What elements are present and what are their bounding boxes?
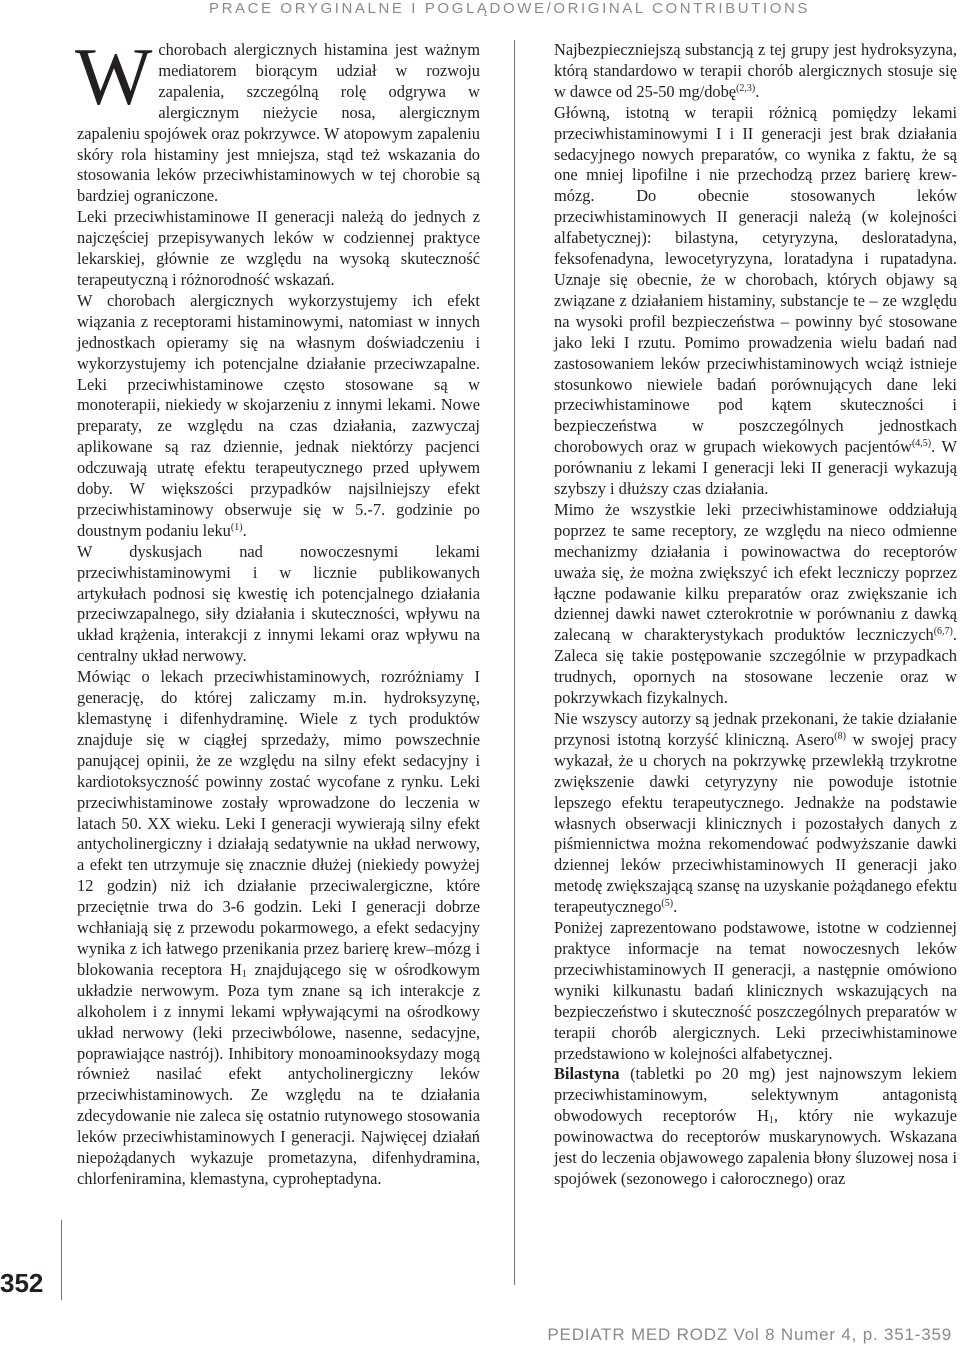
citation-ref: (2,3) (736, 82, 756, 94)
running-header: PRACE ORYGINALNE I POGLĄDOWE/ORIGINAL CONTRIBUTIONS (208, 0, 810, 17)
paragraph-text: . W porównaniu z lekami I generacji leki II generacji wykazują szybszy i dłuższy czas działania. (554, 437, 957, 499)
paragraph-text: Mimo że wszystkie leki przeciwhistaminowe oddziałują poprzez te same receptory, ze względu na nieco odmienne mechanizmy działania i powinowactwa do receptorów uważa się, że można zwiększyć ich efekt leczniczy poprzez łączne podawanie kilku preparatów oraz zwiększanie ich dziennej dawki nawet czterokrotnie w porównaniu z dawką zalecaną w charakterystykach produktów leczniczych (554, 499, 957, 645)
paragraph: Poniżej zaprezentowano podstawowe, istotne w codziennej praktyce informacje na temat nowoczesnych leków przeciwhistaminowych II generacji, a następnie omówiono wyniki kilkunastu badań klinicznych wskazujących na bezpieczeństwo i skuteczność poszczególnych preparatów w terapii chorób alergicznych. Leki przeciwhistaminowe przedstawiono w kolejności alfabetycznej. (554, 918, 957, 1063)
page-number: 352 (0, 1268, 44, 1298)
column-divider (514, 40, 515, 1285)
paragraph (554, 500, 957, 709)
paragraph (554, 40, 957, 103)
paragraph: Leki przeciwhistaminowe II generacji należą do jednych z najczęściej przepisywanych leków w codziennej praktyce lekarskiej, głównie ze względu na wysoką skuteczność terapeutyczną i różnorodność wskazań. (77, 207, 480, 289)
paragraph (554, 709, 957, 918)
paragraph (554, 103, 957, 500)
paragraph: W dyskusjach nad nowoczesnymi lekami przeciwhistaminowymi i w licznie publikowanych artykułach podnosi się kwestię ich potencjalnego działania przeciwzapalnego, siły działania i skuteczności, wpływu na układ krążenia, interakcji z innymi lekami oraz wpływu na centralny układ nerwowy. (77, 541, 480, 666)
paragraph-text: chorobach alergicznych histamina jest ważnym mediatorem biorącym udział w rozwoju zapalenia, szczególną rolę odgrywa w alergicznym nieżycie nosa, alergicznym zapaleniu spojówek oraz pokrzywce. W atopowym zapaleniu skóry rola histaminy jest mniejsza, stąd też wskazania do stosowania leków przeciwhistaminowych w tej chorobie są bardziej ograniczone. (77, 40, 480, 206)
left-column (75, 31, 480, 1190)
citation-ref: (1) (230, 521, 243, 533)
paragraph (77, 667, 480, 1190)
drop-cap: W (75, 31, 153, 122)
paragraph-text: . (755, 81, 760, 101)
citation-ref: (6,7) (933, 626, 953, 638)
paragraph (554, 1064, 957, 1189)
paragraph-text: Główną, istotną w terapii różnicą pomiędzy lekami przeciwhistaminowymi I i II generacji jest brak działania sedacyjnego nowych preparatów, co wynika z faktu, że są one mniej lipofilne i nie przechodzą przez barierę krew-mózg. Do obecnie stosowanych leków przeciwhistaminowych II generacji należą (w kolejności alfabetycznej): bilastyna, cetyryzyna, desloratadyna, feksofenadyna, lewocetyryzyna, loratadyna i rupatadyna. Uznaje się obecnie, że w chorobach, których objawy są związane z działaniem histaminy, substancje te – ze względu na wysoki profil bezpieczeństwa – powinny być stosowane jako leki I rzutu. Pomimo prowadzenia wielu badań nad zastosowaniem leków przeciwhistaminowych wciąż istnieje stosunkowo niewiele badań porównujących dane leki przeciwhistaminowe pod kątem skuteczności i bezpieczeństwa w poszczególnych jednostkach chorobowych oraz w grupach wiekowych pacjentów (554, 102, 957, 457)
paragraph-text: Nie wszyscy autorzy są jednak przekonani, że takie działanie przynosi istotną korzyść kliniczną. Asero (554, 709, 957, 749)
page-number-rule (61, 1220, 62, 1300)
paragraph-text: znajdującego się w ośrodkowym układzie nerwowym. Poza tym znane są ich interakcje z alkoholem i z innymi lekami wpływającymi na ośrodkowy układ nerwowy (leki przeciwbólowe, nasenne, sedacyjne, poprawiające nastrój). Inhibitory monoaminooksydazy mogą również nasilać efekt antycholinergiczny leków przeciwhistaminowych. Ze względu na te działania zdecydowanie nie zaleca się ostatnio rutynowego stosowania leków przeciwhistaminowych I generacji. Najwięcej działań niepożądanych wykazuje prometazyna, difenhydramina, chlorfeniramina, klemastyna, cyproheptadyna. (77, 959, 480, 1188)
subscript: 1 (241, 968, 247, 980)
paragraph-text: Mówiąc o lekach przeciwhistaminowych, rozróżniamy I generację, do której zaliczamy m.in. hydroksyzynę, klemastynę i difenhydraminę. Wiele z tych produktów znajduje się w ciągłej sprzedaży, mimo powszechnie panującej opinii, że ze względu na silny efekt sedacyjny i kardiotoksyczność powinny zostać wycofane z rynku. Leki przeciwhistaminowe zostały wprowadzone do leczenia w latach 50. XX wieku. Leki I generacji wywierają silny efekt antycholinergiczny i działają sedatywnie na układ nerwowy, a efekt ten utrzymuje się znacznie dłużej (niekiedy powyżej 12 godzin) niż ich działanie przeciwalergiczne, które przeciętnie trwa do 3-6 godzin. Leki I generacji dobrze wchłaniają się z przewodu pokarmowego, a efekt sedacyjny wynika z ich łatwego przenikania przez barierę krew–mózg i blokowania receptora H (77, 667, 480, 979)
citation-ref: (8) (834, 730, 846, 742)
citation-ref: (4,5) (911, 438, 932, 450)
paragraph (77, 291, 480, 542)
paragraph-text: (tabletki po 20 mg) jest najnowszym lekiem przeciwhistaminowym, selektywnym antagonistą obwodowych receptorów H (554, 1064, 957, 1126)
paragraph-text: . Zaleca się takie postępowanie szczególnie w przypadkach trudnych, opornych na stosowane leczenie oraz w pokrzywkach fizykalnych. (554, 625, 957, 708)
paragraph-text: . (242, 520, 247, 540)
subscript: 1 (768, 1115, 774, 1127)
drug-name-bold: Bilastyna (554, 1064, 620, 1084)
footer-citation: PEDIATR MED RODZ Vol 8 Numer 4, p. 351-359 (547, 1325, 952, 1344)
paragraph-text: w swojej pracy wykazał, że u chorych na pokrzywkę przewlekłą trzykrotne zwiększenie dawki cetyryzyny nie powoduje istotnie lepszego efektu terapeutycznego. Jednakże na podstawie własnych obserwacji klinicznych i pozostałych danych z piśmiennictwa można rekomendować podwyższanie dawki dziennej leków przeciwhistaminowych II generacji jako metodę zwiększającą szansę na uzyskanie pożądanego efektu terapeutycznego (554, 729, 957, 917)
paragraph-text: Najbezpieczniejszą substancją z tej grupy jest hydroksyzyna, którą standardowo w terapii chorób alergicznych stosuje się w dawce od 25-50 mg/dobę (554, 40, 957, 101)
paragraph (75, 31, 480, 207)
paragraph-text: , który nie wykazuje powinowactwa do receptorów muskarynowych. Wskazana jest do leczenia objawowego zapalenia błony śluzowej nosa i spojówek (sezonowego i całorocznego) oraz (554, 1106, 957, 1188)
paragraph-text: . (673, 897, 678, 917)
citation-ref: (5) (661, 898, 674, 910)
paragraph-text: W chorobach alergicznych wykorzystujemy ich efekt wiązania z receptorami histaminowymi, natomiast w innych jednostkach opieramy się na własnym doświadczeniu i wykorzystujemy ich potencjalne działanie przeciwzapalne. Leki przeciwhistaminowe często stosowane są w monoterapii, niekiedy w skojarzeniu z innymi lekami. Nowe preparaty, ze względu na czas działania, zazwyczaj aplikowane są raz dziennie, jednak niektórzy pacjenci odczuwają utratę efektu terapeutycznego przed upływem doby. W większości przypadków najsilniejszy efekt przeciwhistaminowy obserwuje się w 5.-7. godzinie po doustnym podaniu leku (77, 290, 480, 540)
right-column (554, 40, 957, 1190)
